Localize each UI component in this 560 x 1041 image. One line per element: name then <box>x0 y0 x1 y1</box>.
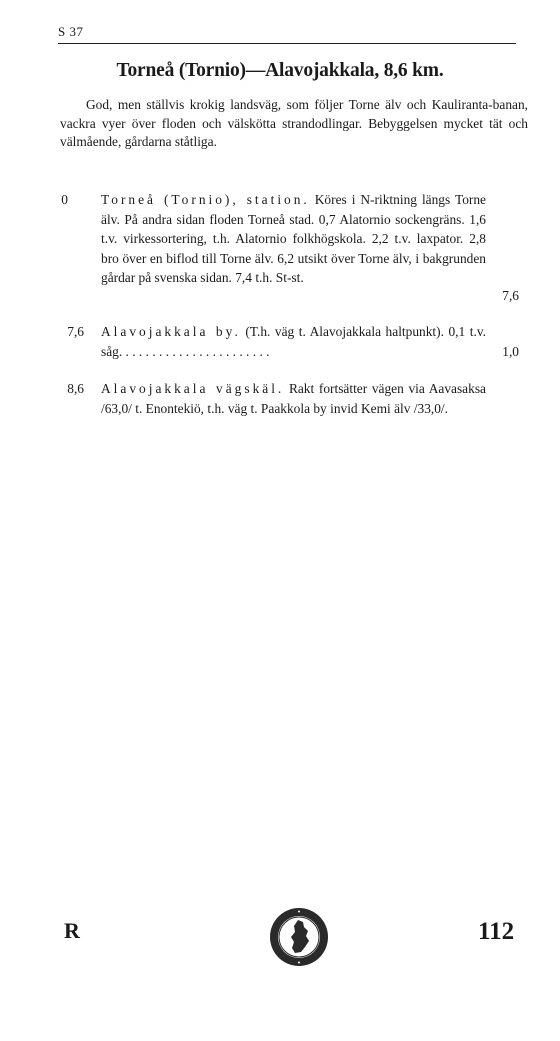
entry-km: 0 <box>61 192 68 207</box>
entry-body <box>101 379 486 418</box>
entry-km: 8,6 <box>67 381 84 396</box>
footer-letter: R <box>64 918 80 943</box>
entry-place: Alavojakkala vägskäl. <box>101 381 285 396</box>
section-code: S 37 <box>58 24 84 39</box>
entry-km: 7,6 <box>67 324 84 339</box>
entry-distance: 7,6 <box>502 288 519 303</box>
route-description <box>60 96 528 152</box>
entry-distance: 1,0 <box>502 344 519 359</box>
entry-place: Torneå (Tornio), station. <box>101 192 310 207</box>
page-number: 112 <box>478 918 515 945</box>
association-seal-icon <box>268 906 330 968</box>
entry-text: Rakt fortsätter vägen via Aavasaksa /63,0/ t. Enontekiö, t.h. väg t. Paakkola by invid Kemi älv /33,0/. <box>101 381 486 416</box>
page-header <box>58 24 516 44</box>
entry-body <box>101 322 486 361</box>
entry-body <box>101 190 486 288</box>
entry-text: Köres i N-riktning längs Torne älv. På andra sidan floden Torneå stad. 0,7 Alatornio sockengräns. 1,6 t.v. virkessortering, t.h. Alatornio folkhögskola. 2,2 t.v. laxpator. 2,8 bro över en biflod till Torne älv. 6,2 utsikt över Torne älv, i bakgrunden gårdar på svenska sidan. 7,4 t.h. St-st. <box>101 192 486 285</box>
entry-text: (T.h. väg t. Alavojakkala haltpunkt). 0,1 t.v. såg. . . . . . . . . . . . . . . . . . . . . . . <box>101 324 486 359</box>
description-text: God, men ställvis krokig landsväg, som följer Torne älv och Kauliranta-banan, vackra vyer över floden och välskötta strandodlingar. Bebyggelsen mycket tät och välmående, gårdarna ståtliga. <box>60 97 528 149</box>
route-title: Torneå (Tornio)—Alavojakkala, 8,6 km. <box>116 60 444 81</box>
entry-place: Alavojakkala by. <box>101 324 241 339</box>
